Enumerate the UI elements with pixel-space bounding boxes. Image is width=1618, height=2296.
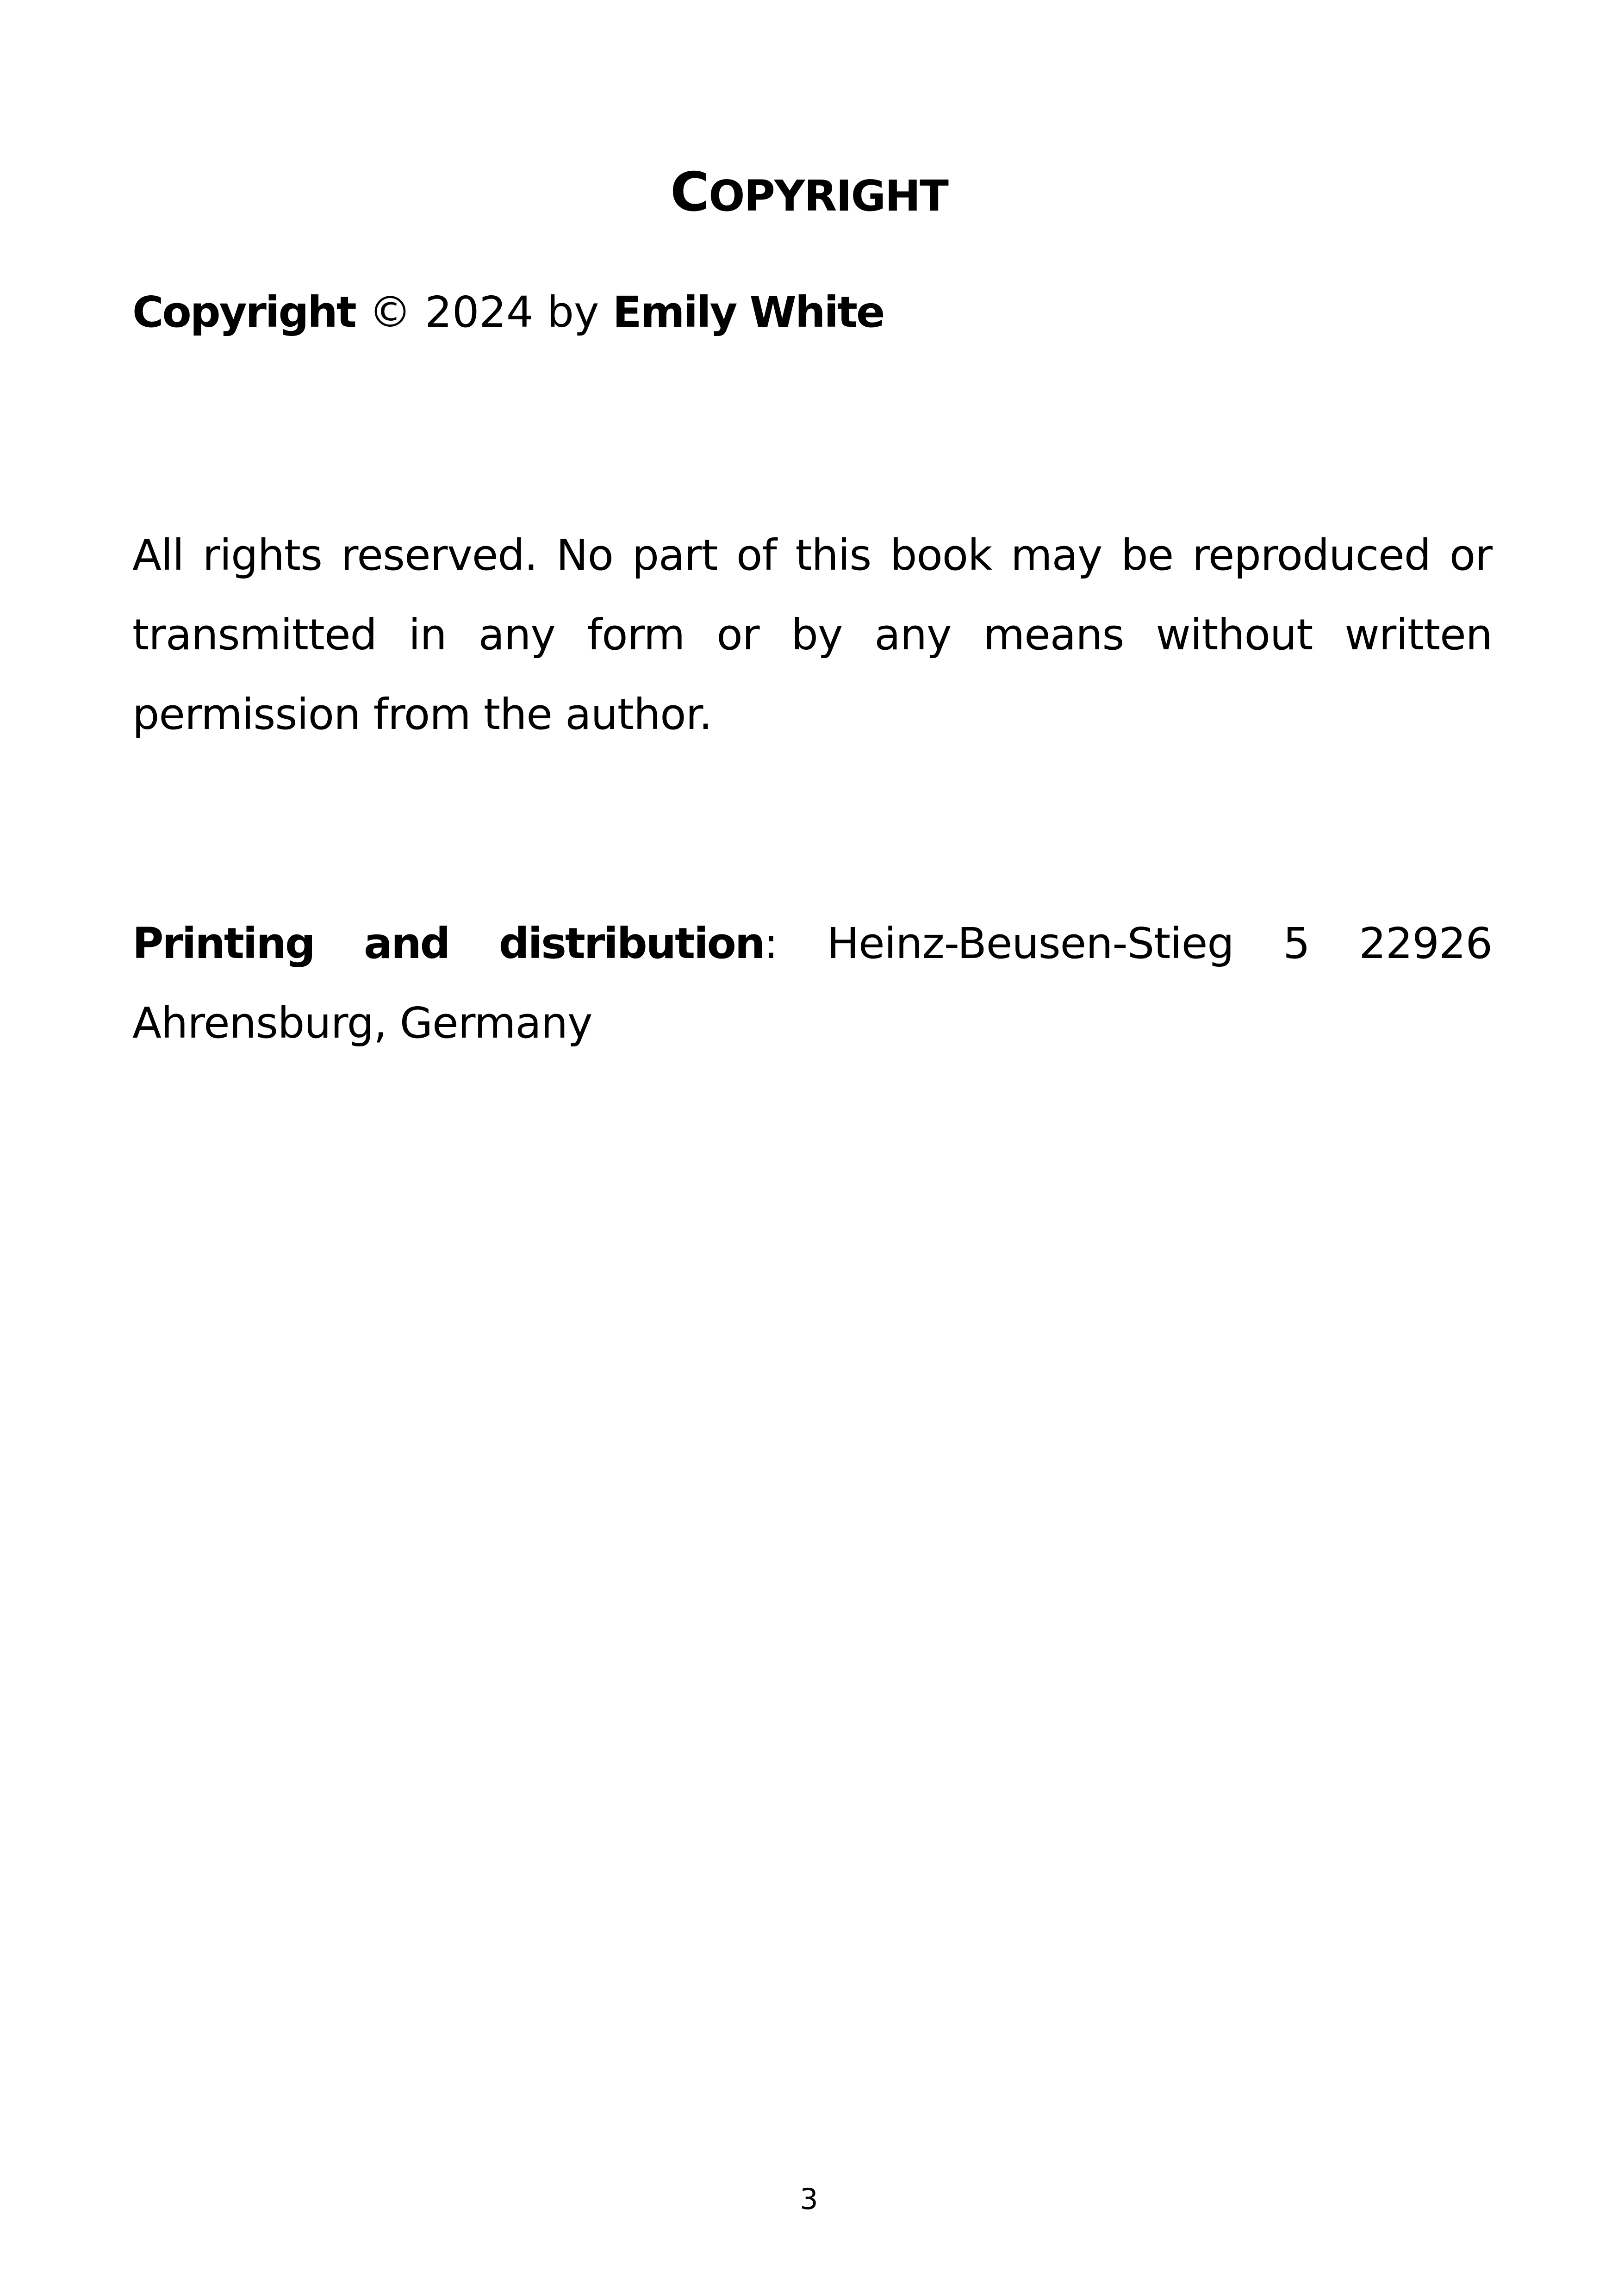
copyright-line bbox=[132, 282, 1492, 342]
page-number: 3 bbox=[800, 2182, 818, 2216]
copyright-year-text: © 2024 by bbox=[355, 287, 613, 337]
page-title bbox=[0, 160, 1618, 229]
page-title-first-letter: C bbox=[670, 161, 709, 224]
printing-paragraph bbox=[132, 904, 1492, 1063]
printing-label: Printing and distribution bbox=[132, 919, 764, 968]
rights-paragraph: All rights reserved. No part of this book may be reproduced or transmitted in any form or by any means without written permission from the author. bbox=[132, 530, 1492, 739]
author-name: Emily White bbox=[612, 287, 884, 337]
printing-address: Heinz-Beusen-Stieg 5 22926 Ahrensburg, Germany bbox=[132, 919, 1493, 1048]
copyright-label: Copyright bbox=[132, 287, 355, 337]
page-title-rest: OPYRIGHT bbox=[709, 171, 948, 221]
printing-separator: : bbox=[764, 919, 778, 968]
